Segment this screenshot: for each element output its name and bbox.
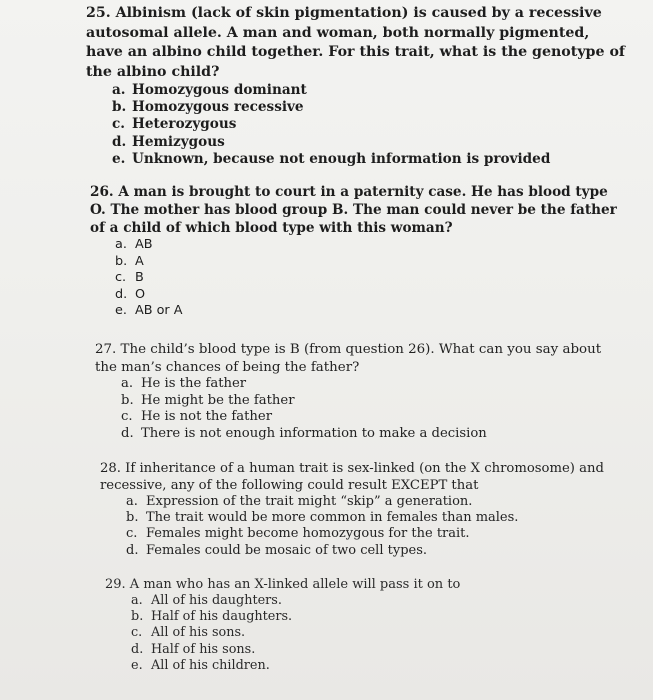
option-text: Homozygous dominant bbox=[132, 82, 307, 98]
answer-option-e[interactable] bbox=[131, 658, 605, 674]
option-text: Females could be mosaic of two cell types. bbox=[146, 542, 428, 558]
answer-options bbox=[115, 237, 620, 320]
option-letter: c. bbox=[115, 270, 127, 286]
option-letter: c. bbox=[121, 409, 133, 425]
option-letter: d. bbox=[112, 133, 127, 150]
option-letter: d. bbox=[131, 641, 144, 657]
answer-options bbox=[112, 82, 626, 168]
option-letter: c. bbox=[112, 116, 126, 133]
question-stem: 26. A man is brought to court in a paternity case. He has blood type O. The mother has blood group B. The man could never be the father of a child of which blood type with this woman? bbox=[90, 184, 617, 236]
option-text: AB or A bbox=[135, 303, 183, 319]
answer-option-c[interactable] bbox=[126, 526, 620, 542]
answer-option-c[interactable] bbox=[112, 116, 626, 133]
answer-option-e[interactable] bbox=[112, 151, 626, 168]
question-26 bbox=[90, 183, 620, 320]
question-stem: 27. The child’s blood type is B (from question 26). What can you say about the man’s chances of being the father? bbox=[95, 342, 602, 375]
option-text: Heterozygous bbox=[132, 116, 237, 133]
question-29 bbox=[105, 576, 605, 674]
option-letter: e. bbox=[112, 150, 126, 167]
option-text: O bbox=[135, 286, 146, 302]
option-letter: c. bbox=[126, 526, 138, 542]
answer-option-c[interactable] bbox=[131, 625, 605, 641]
answer-option-d[interactable] bbox=[112, 134, 626, 151]
option-letter: b. bbox=[112, 99, 127, 116]
answer-option-a[interactable] bbox=[121, 376, 605, 393]
answer-options bbox=[121, 376, 605, 442]
answer-option-e[interactable] bbox=[115, 303, 620, 320]
option-text: All of his children. bbox=[151, 657, 270, 673]
option-letter: b. bbox=[121, 392, 134, 408]
option-text: Homozygous recessive bbox=[132, 99, 304, 116]
option-letter: d. bbox=[115, 286, 128, 302]
option-letter: a. bbox=[131, 593, 143, 608]
option-letter: a. bbox=[112, 82, 126, 98]
option-letter: b. bbox=[131, 609, 144, 625]
answer-option-c[interactable] bbox=[121, 409, 605, 426]
question-stem: 29. A man who has an X-linked allele will pass it on to bbox=[105, 577, 461, 592]
option-text: Expression of the trait might “skip” a generation. bbox=[146, 494, 473, 509]
option-letter: c. bbox=[131, 625, 143, 641]
option-text: B bbox=[135, 270, 144, 286]
option-letter: b. bbox=[126, 510, 139, 526]
answer-option-c[interactable] bbox=[115, 270, 620, 287]
option-letter: a. bbox=[115, 237, 127, 252]
answer-option-b[interactable] bbox=[131, 609, 605, 625]
option-letter: b. bbox=[115, 253, 128, 269]
question-27 bbox=[95, 341, 605, 442]
option-letter: e. bbox=[115, 303, 127, 319]
answer-option-d[interactable] bbox=[131, 642, 605, 658]
option-text: A bbox=[135, 253, 144, 269]
option-text: He might be the father bbox=[141, 392, 295, 408]
option-text: AB bbox=[135, 237, 153, 252]
question-28 bbox=[100, 460, 620, 559]
option-text: All of his daughters. bbox=[151, 593, 282, 608]
option-text: All of his sons. bbox=[151, 625, 246, 641]
answer-options bbox=[131, 593, 605, 674]
answer-option-b[interactable] bbox=[126, 510, 620, 526]
option-text: Hemizygous bbox=[132, 133, 225, 150]
answer-option-d[interactable] bbox=[115, 287, 620, 304]
question-stem: 28. If inheritance of a human trait is sex-linked (on the X chromosome) and recessive, any of the following could result EXCEPT that bbox=[100, 461, 604, 493]
option-text: The trait would be more common in females than males. bbox=[146, 510, 519, 526]
answer-option-a[interactable] bbox=[115, 237, 620, 254]
answer-option-b[interactable] bbox=[121, 393, 605, 410]
answer-option-b[interactable] bbox=[115, 254, 620, 271]
option-text: Unknown, because not enough information is provided bbox=[132, 150, 551, 167]
option-text: Half of his daughters. bbox=[151, 609, 293, 625]
question-stem: 25. Albinism (lack of skin pigmentation) is caused by a recessive autosomal allele. A man and woman, both normally pigmented, have an albino child together. For this trait, what is the genotype of the albino child? bbox=[86, 5, 626, 80]
option-text: Half of his sons. bbox=[151, 641, 256, 657]
answer-option-d[interactable] bbox=[126, 543, 620, 559]
option-letter: e. bbox=[131, 657, 143, 673]
option-text: He is not the father bbox=[141, 409, 273, 425]
question-25 bbox=[86, 4, 626, 168]
option-letter: a. bbox=[126, 494, 138, 509]
answer-option-a[interactable] bbox=[131, 593, 605, 609]
option-letter: a. bbox=[121, 376, 134, 391]
answer-option-b[interactable] bbox=[112, 99, 626, 116]
option-text: He is the father bbox=[141, 376, 247, 391]
option-letter: d. bbox=[126, 542, 139, 558]
answer-options bbox=[126, 494, 620, 559]
option-text: There is not enough information to make a decision bbox=[141, 425, 487, 441]
answer-option-d[interactable] bbox=[121, 426, 605, 443]
answer-option-a[interactable] bbox=[112, 82, 626, 99]
option-text: Females might become homozygous for the trait. bbox=[146, 526, 470, 542]
option-letter: d. bbox=[121, 425, 134, 441]
answer-option-a[interactable] bbox=[126, 494, 620, 510]
